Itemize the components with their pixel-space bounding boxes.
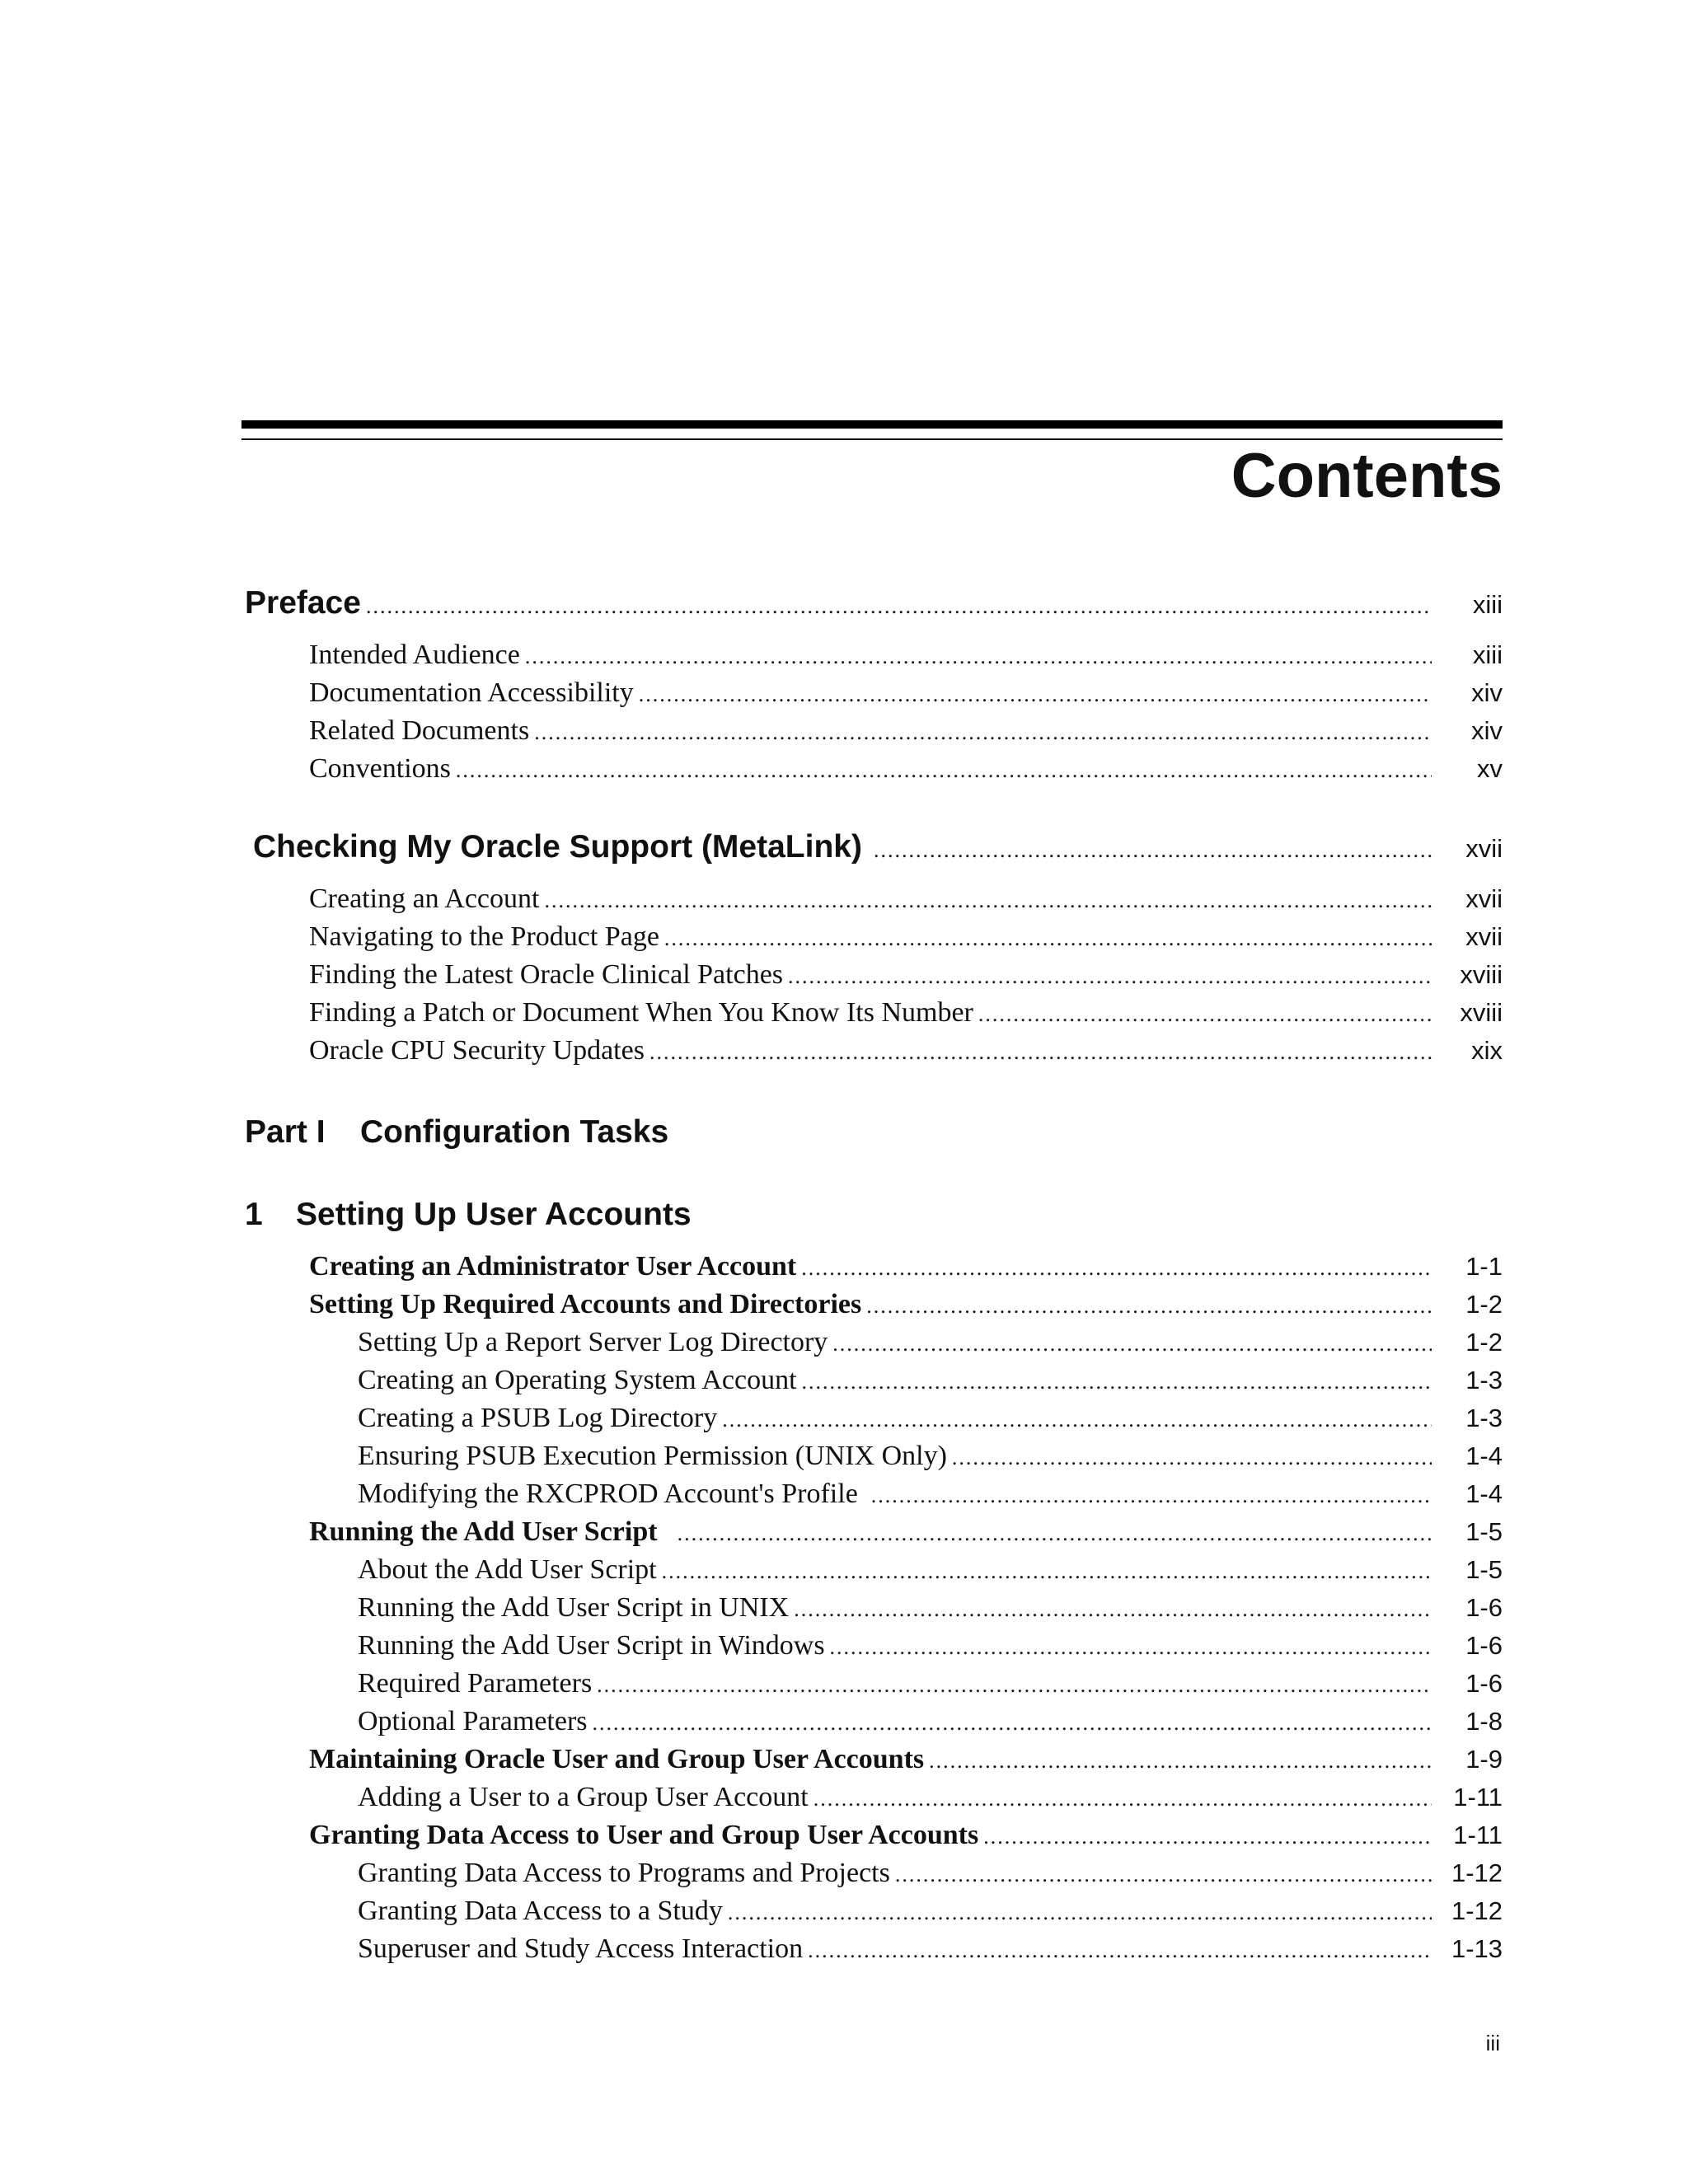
toc-entry-label: Optional Parameters: [358, 1706, 588, 1736]
header-rule-thick: [241, 420, 1503, 429]
toc-page-number: xviii: [1460, 998, 1503, 1027]
toc-page-number: 1-6: [1465, 1593, 1503, 1622]
dot-leader: [830, 1635, 1432, 1660]
toc-entry[interactable]: [309, 1035, 1503, 1085]
toc-page-number: 1-13: [1451, 1934, 1503, 1963]
toc-entry-label: Documentation Accessibility: [309, 677, 634, 708]
toc-entry-label: Related Documents: [309, 715, 530, 746]
toc-entry-label: Creating an Administrator User Account: [309, 1251, 797, 1282]
toc-entry-label: Running the Add User Script in Windows: [358, 1630, 825, 1661]
toc-entry-label: Creating a PSUB Log Directory: [358, 1403, 718, 1433]
toc-page-number: xiii: [1472, 640, 1503, 669]
toc-page-number: xiii: [1472, 590, 1503, 619]
toc-entry-label: Oracle CPU Security Updates: [309, 1035, 645, 1066]
dot-leader: [678, 1521, 1432, 1546]
dot-leader: [874, 838, 1432, 863]
toc-entry-preface[interactable]: [245, 585, 1503, 635]
chapter-number: 1: [245, 1197, 263, 1232]
chapter-heading[interactable]: [245, 1197, 692, 1233]
dot-leader: [983, 1825, 1432, 1849]
toc-entry-label: Required Parameters: [358, 1668, 593, 1699]
toc-page-number: 1-12: [1451, 1858, 1503, 1887]
toc-page-number: 1-8: [1465, 1707, 1503, 1736]
toc-entry[interactable]: [309, 753, 1503, 803]
toc-page-number: xvii: [1465, 922, 1503, 951]
toc-page-number: 1-3: [1465, 1404, 1503, 1432]
dot-leader: [597, 1673, 1432, 1698]
part-title: Configuration Tasks: [360, 1114, 669, 1150]
dot-leader: [895, 1863, 1432, 1887]
dot-leader: [593, 1711, 1432, 1736]
toc-entry-label: Running the Add User Script in UNIX: [358, 1592, 790, 1623]
dot-leader: [814, 1787, 1432, 1811]
toc-entry-label: Creating an Account: [309, 883, 540, 914]
toc-page-number: 1-12: [1451, 1896, 1503, 1925]
toc-entry-support[interactable]: [253, 829, 1503, 879]
dot-leader: [929, 1749, 1432, 1774]
dot-leader: [649, 1040, 1432, 1065]
toc-page-number: 1-1: [1465, 1252, 1503, 1281]
dot-leader: [866, 1294, 1432, 1319]
dot-leader: [728, 1900, 1432, 1925]
dot-leader: [525, 644, 1432, 669]
toc-entry-label: Running the Add User Script: [309, 1516, 658, 1547]
dot-leader: [639, 682, 1432, 707]
toc-entry-label: Adding a User to a Group User Account: [358, 1782, 809, 1812]
dot-leader: [366, 594, 1432, 619]
dot-leader: [808, 1938, 1432, 1963]
toc-entry-label: Granting Data Access to User and Group User Accounts: [309, 1820, 979, 1850]
dot-leader: [534, 720, 1432, 745]
toc-entry-label: Navigating to the Product Page: [309, 921, 659, 952]
toc-entry-label: Finding the Latest Oracle Clinical Patches: [309, 959, 784, 990]
dot-leader: [456, 758, 1432, 783]
toc-page-number: 1-6: [1465, 1669, 1503, 1698]
toc-entry[interactable]: [358, 1933, 1503, 1983]
toc-page-number: xix: [1471, 1036, 1503, 1065]
dot-leader: [544, 888, 1432, 913]
part-heading[interactable]: [245, 1114, 668, 1151]
dot-leader: [871, 1483, 1432, 1508]
toc-entry-label: Creating an Operating System Account: [358, 1365, 797, 1395]
dot-leader: [952, 1446, 1432, 1470]
toc-entry-label: Intended Audience: [309, 640, 520, 670]
toc-entry-label: Checking My Oracle Support (MetaLink): [253, 829, 862, 865]
chapter-title: Setting Up User Accounts: [296, 1197, 692, 1232]
header-rule-thin: [241, 438, 1503, 440]
dot-leader: [788, 964, 1432, 989]
toc-entry-label: Modifying the RXCPROD Account's Profile: [358, 1479, 858, 1509]
toc-page-number: 1-3: [1465, 1366, 1503, 1394]
part-number: Part I: [245, 1114, 326, 1150]
toc-entry-label: Granting Data Access to Programs and Projects: [358, 1858, 890, 1888]
toc-entry-label: Maintaining Oracle User and Group User Accounts: [309, 1744, 925, 1774]
dot-leader: [978, 1002, 1432, 1027]
toc-entry-label: Conventions: [309, 753, 451, 784]
toc-page-number: 1-11: [1453, 1783, 1503, 1811]
toc-page-number: xiv: [1471, 678, 1503, 707]
toc-page-number: xv: [1477, 754, 1503, 783]
toc-page-number: 1-4: [1465, 1479, 1503, 1508]
toc-page-number: 1-9: [1465, 1745, 1503, 1774]
toc-page-number: 1-6: [1465, 1631, 1503, 1660]
toc-page-number: 1-5: [1465, 1555, 1503, 1584]
dot-leader: [664, 926, 1432, 951]
toc-entry-label: Finding a Patch or Document When You Know Its Number: [309, 997, 973, 1028]
toc-page-number: 1-2: [1465, 1290, 1503, 1319]
page-title: Contents: [1231, 441, 1503, 511]
dot-leader: [794, 1597, 1432, 1622]
dot-leader: [722, 1408, 1432, 1432]
toc-page-number: 1-11: [1453, 1821, 1503, 1849]
toc-entry-label: Setting Up a Report Server Log Directory: [358, 1327, 828, 1357]
toc-entry-label: Setting Up Required Accounts and Directories: [309, 1289, 862, 1319]
dot-leader: [832, 1332, 1432, 1357]
toc-page-number: 1-2: [1465, 1328, 1503, 1357]
dot-leader: [802, 1370, 1432, 1394]
toc-page-number: xiv: [1471, 716, 1503, 745]
toc-page-number: xvii: [1465, 884, 1503, 913]
dot-leader: [801, 1256, 1432, 1281]
toc-entry-label: Ensuring PSUB Execution Permission (UNIX Only): [358, 1441, 947, 1471]
toc-entry-label: Granting Data Access to a Study: [358, 1896, 723, 1926]
toc-page-number: xvii: [1465, 834, 1503, 863]
toc-page-number: xviii: [1460, 960, 1503, 989]
toc-entry-label: About the Add User Script: [358, 1554, 657, 1585]
toc-page-number: 1-4: [1465, 1441, 1503, 1470]
dot-leader: [662, 1559, 1432, 1584]
toc-entry-label: Preface: [245, 585, 361, 621]
toc-entry-label: Superuser and Study Access Interaction: [358, 1933, 804, 1964]
toc-page-number: 1-5: [1465, 1517, 1503, 1546]
footer-page-number: iii: [1485, 2031, 1500, 2055]
